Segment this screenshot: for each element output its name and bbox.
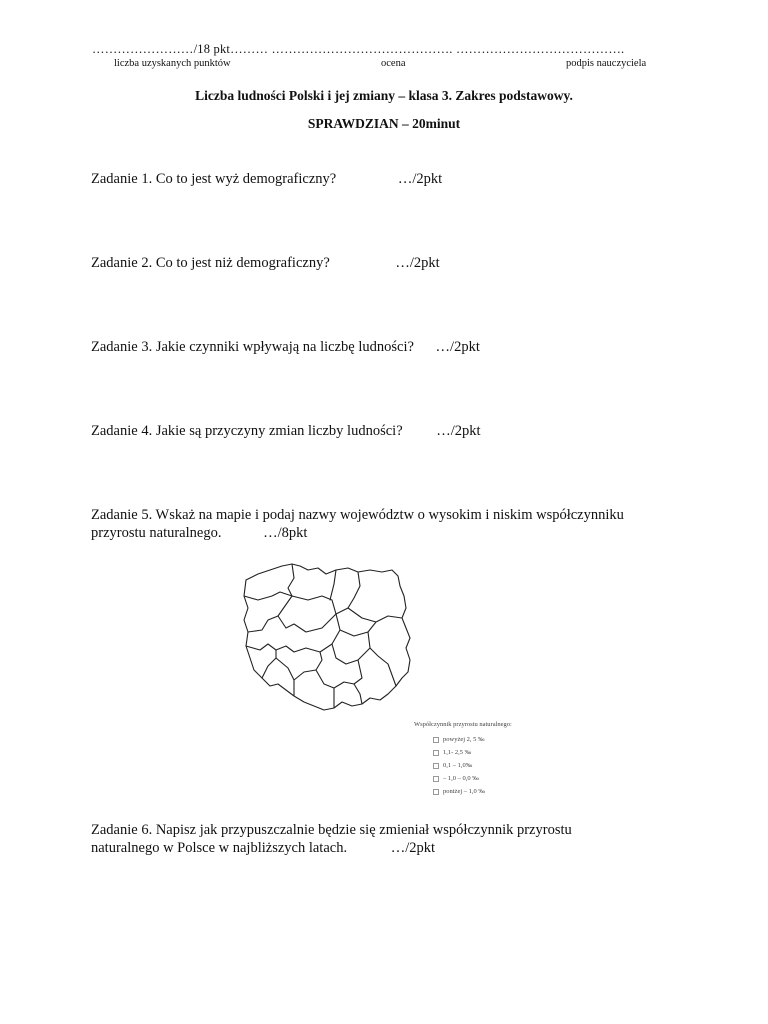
task-6: [91, 821, 572, 857]
poland-voivodeship-map: [236, 560, 414, 718]
points-label: liczba uzyskanych punktów: [114, 58, 231, 69]
legend-swatch: [433, 763, 439, 769]
task-2: [91, 254, 440, 272]
signature-label: podpis nauczyciela: [566, 58, 647, 69]
legend-item-label: – 1,0 – 0,0 ‰: [443, 775, 479, 782]
legend-item-label: 1,1- 2,5 ‰: [443, 749, 472, 756]
task-4: [91, 422, 481, 440]
legend-item: [414, 772, 512, 785]
legend-swatch: [433, 750, 439, 756]
task-3-text: Zadanie 3. Jakie czynniki wpływają na liczbę ludności?: [91, 339, 414, 355]
task-5-points: …/8pkt: [263, 525, 308, 541]
task-4-points: …/2pkt: [436, 423, 481, 439]
legend-item: [414, 746, 512, 759]
page-title: Liczba ludności Polski i jej zmiany – klasa 3. Zakres podstawowy.: [195, 88, 573, 103]
task-1-points: …/2pkt: [397, 171, 443, 187]
legend-item-label: poniżej – 1,0 ‰: [443, 788, 485, 795]
map-legend: [414, 721, 512, 798]
task-1-text: Zadanie 1. Co to jest wyż demograficzny?: [91, 171, 337, 187]
task-4-text: Zadanie 4. Jakie są przyczyny zmian liczby ludności?: [91, 423, 403, 439]
task-5-text-line2: przyrostu naturalnego.: [91, 525, 222, 541]
task-3: [91, 338, 480, 356]
legend-item: [414, 785, 512, 798]
legend-item-label: powyżej 2, 5 ‰: [443, 736, 485, 743]
task-5-text-line1: Zadanie 5. Wskaż na mapie i podaj nazwy województw o wysokim i niskim współczynniku: [91, 507, 624, 523]
legend-item: [414, 733, 512, 746]
legend-swatch: [433, 737, 439, 743]
legend-item: [414, 759, 512, 772]
task-2-points: …/2pkt: [395, 255, 440, 271]
score-dotted-line: ……………………/18 pkt……… ……………………………………. ………………………………….: [92, 42, 625, 56]
task-6-points: …/2pkt: [390, 840, 436, 856]
legend-swatch: [433, 776, 439, 782]
task-1: [91, 170, 442, 188]
page-subtitle: SPRAWDZIAN – 20minut: [307, 116, 461, 131]
legend-swatch: [433, 789, 439, 795]
grade-label: ocena: [381, 58, 406, 69]
task-2-text: Zadanie 2. Co to jest niż demograficzny?: [91, 255, 330, 271]
task-6-text-line1: Zadanie 6. Napisz jak przypuszczalnie będzie się zmieniał współczynnik przyrostu: [91, 822, 572, 838]
legend-title: Współczynnik przyrostu naturalnego:: [414, 721, 512, 728]
legend-item-label: 0,1 – 1,0‰: [443, 762, 473, 769]
task-5: [91, 506, 624, 542]
task-6-text-line2: naturalnego w Polsce w najbliższych latach.: [91, 840, 348, 856]
task-3-points: …/2pkt: [435, 339, 480, 355]
poland-outline: [244, 564, 410, 710]
